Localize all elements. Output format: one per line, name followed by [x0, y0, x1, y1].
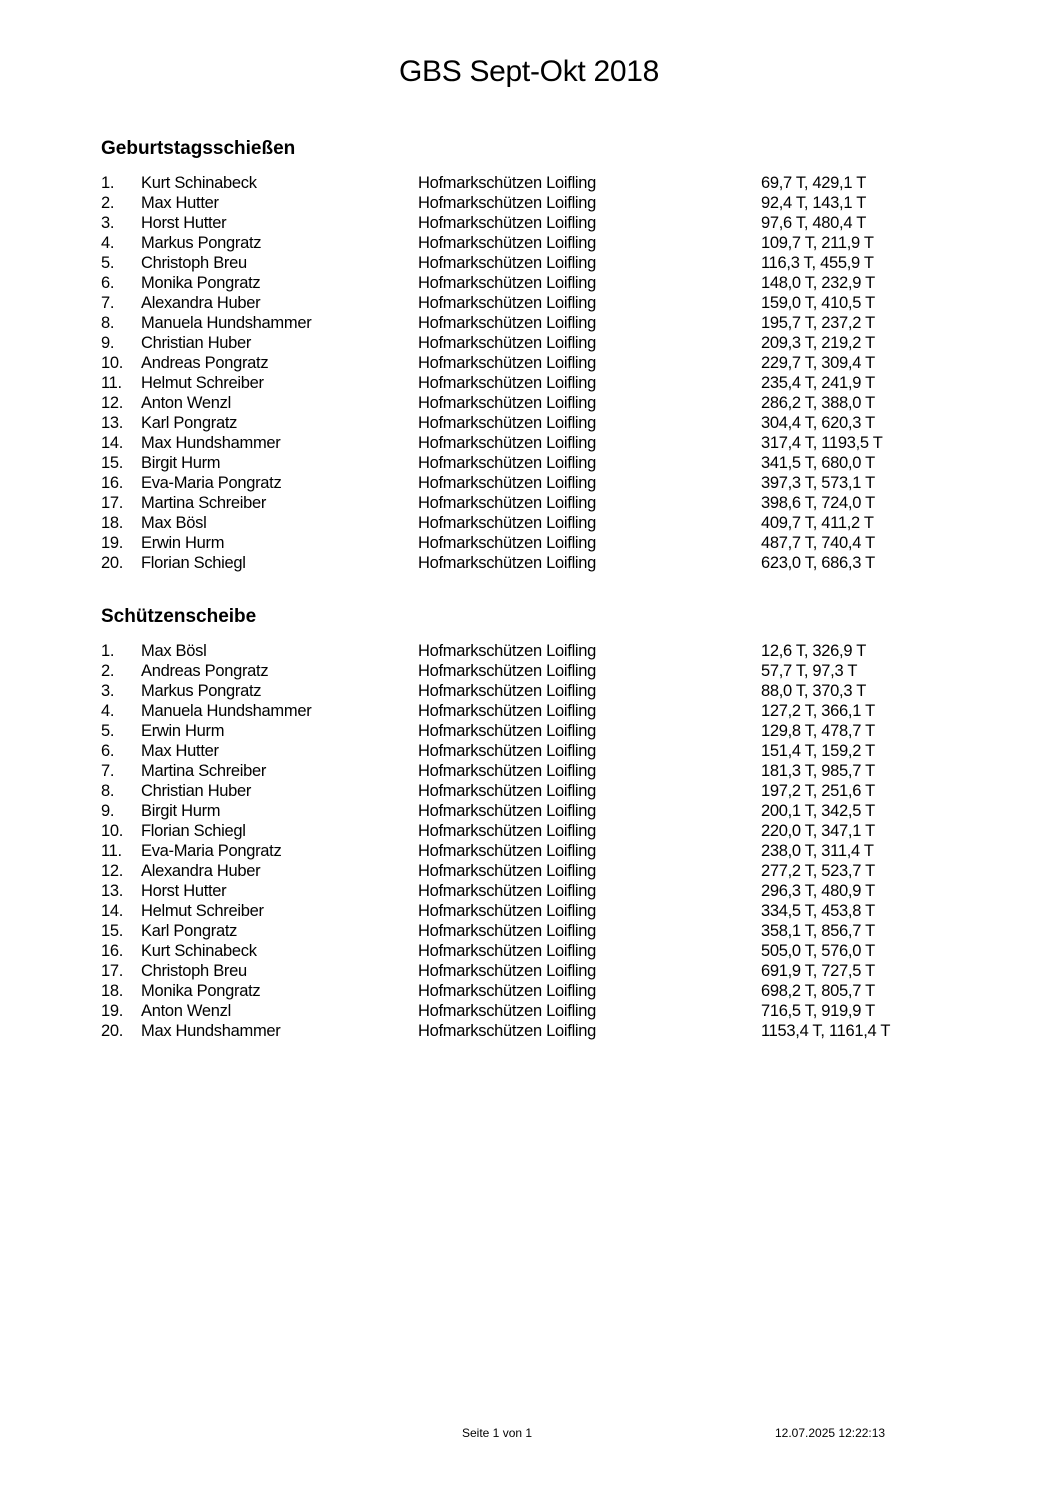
result-row	[101, 353, 961, 373]
result-value: 229,7 T, 309,4 T	[761, 354, 875, 372]
rank-number: 6.	[101, 742, 115, 760]
result-value: 341,5 T, 680,0 T	[761, 454, 875, 472]
result-row	[101, 841, 961, 861]
shooter-name: Birgit Hurm	[141, 454, 221, 472]
result-row	[101, 433, 961, 453]
club-name: Hofmarkschützen Loifling	[418, 454, 597, 472]
shooter-name: Christoph Breu	[141, 962, 247, 980]
rank-number: 7.	[101, 294, 115, 312]
shooter-name: Monika Pongratz	[141, 274, 261, 292]
result-value: 127,2 T, 366,1 T	[761, 702, 875, 720]
shooter-name: Birgit Hurm	[141, 802, 221, 820]
shooter-name: Max Hutter	[141, 742, 219, 760]
rank-number: 5.	[101, 722, 115, 740]
print-timestamp: 12.07.2025 12:22:13	[775, 1426, 886, 1440]
rank-number: 10.	[101, 354, 124, 372]
result-row	[101, 533, 961, 553]
rank-number: 13.	[101, 414, 124, 432]
result-value: 286,2 T, 388,0 T	[761, 394, 875, 412]
club-name: Hofmarkschützen Loifling	[418, 902, 597, 920]
shooter-name: Horst Hutter	[141, 214, 227, 232]
result-value: 148,0 T, 232,9 T	[761, 274, 875, 292]
club-name: Hofmarkschützen Loifling	[418, 334, 597, 352]
rank-number: 15.	[101, 922, 124, 940]
club-name: Hofmarkschützen Loifling	[418, 374, 597, 392]
result-value: 116,3 T, 455,9 T	[761, 254, 874, 272]
shooter-name: Monika Pongratz	[141, 982, 261, 1000]
result-value: 195,7 T, 237,2 T	[761, 314, 875, 332]
result-value: 88,0 T, 370,3 T	[761, 682, 866, 700]
club-name: Hofmarkschützen Loifling	[418, 434, 597, 452]
document-title: GBS Sept-Okt 2018	[398, 55, 660, 88]
result-value: 92,4 T, 143,1 T	[761, 194, 866, 212]
club-name: Hofmarkschützen Loifling	[418, 314, 597, 332]
result-row	[101, 881, 961, 901]
shooter-name: Alexandra Huber	[141, 862, 261, 880]
result-row	[101, 253, 961, 273]
shooter-name: Martina Schreiber	[141, 762, 267, 780]
rank-number: 16.	[101, 942, 124, 960]
section-heading-geburtstagsschiessen: Geburtstagsschießen	[101, 138, 296, 159]
shooter-name: Karl Pongratz	[141, 922, 238, 940]
shooter-name: Helmut Schreiber	[141, 374, 264, 392]
shooter-name: Kurt Schinabeck	[141, 174, 257, 192]
result-row	[101, 293, 961, 313]
club-name: Hofmarkschützen Loifling	[418, 842, 597, 860]
result-row	[101, 701, 961, 721]
rank-number: 3.	[101, 682, 115, 700]
result-row	[101, 493, 961, 513]
result-value: 209,3 T, 219,2 T	[761, 334, 875, 352]
result-row	[101, 641, 961, 661]
rank-number: 3.	[101, 214, 115, 232]
rank-number: 13.	[101, 882, 124, 900]
result-row	[101, 1001, 961, 1021]
club-name: Hofmarkschützen Loifling	[418, 942, 597, 960]
shooter-name: Markus Pongratz	[141, 682, 262, 700]
result-row	[101, 373, 961, 393]
shooter-name: Florian Schiegl	[141, 554, 246, 572]
result-row	[101, 781, 961, 801]
page-number: Seite 1 von 1	[462, 1426, 533, 1440]
shooter-name: Christian Huber	[141, 782, 252, 800]
club-name: Hofmarkschützen Loifling	[418, 822, 597, 840]
club-name: Hofmarkschützen Loifling	[418, 702, 597, 720]
result-value: 57,7 T, 97,3 T	[761, 662, 858, 680]
result-value: 398,6 T, 724,0 T	[761, 494, 875, 512]
rank-number: 11.	[101, 374, 122, 392]
result-row	[101, 193, 961, 213]
rank-number: 18.	[101, 982, 124, 1000]
shooter-name: Max Bösl	[141, 514, 207, 532]
rank-number: 19.	[101, 534, 124, 552]
result-value: 69,7 T, 429,1 T	[761, 174, 866, 192]
result-row	[101, 661, 961, 681]
club-name: Hofmarkschützen Loifling	[418, 682, 597, 700]
result-value: 12,6 T, 326,9 T	[761, 642, 866, 660]
result-value: 358,1 T, 856,7 T	[761, 922, 875, 940]
result-value: 397,3 T, 573,1 T	[761, 474, 875, 492]
result-value: 698,2 T, 805,7 T	[761, 982, 875, 1000]
result-row	[101, 233, 961, 253]
result-row	[101, 761, 961, 781]
club-name: Hofmarkschützen Loifling	[418, 394, 597, 412]
shooter-name: Max Hundshammer	[141, 1022, 281, 1040]
club-name: Hofmarkschützen Loifling	[418, 642, 597, 660]
club-name: Hofmarkschützen Loifling	[418, 882, 597, 900]
result-value: 129,8 T, 478,7 T	[761, 722, 875, 740]
rank-number: 11.	[101, 842, 122, 860]
result-value: 277,2 T, 523,7 T	[761, 862, 875, 880]
shooter-name: Max Bösl	[141, 642, 207, 660]
club-name: Hofmarkschützen Loifling	[418, 474, 597, 492]
result-value: 200,1 T, 342,5 T	[761, 802, 875, 820]
shooter-name: Florian Schiegl	[141, 822, 246, 840]
club-name: Hofmarkschützen Loifling	[418, 802, 597, 820]
shooter-name: Horst Hutter	[141, 882, 227, 900]
club-name: Hofmarkschützen Loifling	[418, 1002, 597, 1020]
results-list-geburtstagsschiessen	[101, 173, 961, 573]
result-row	[101, 981, 961, 1001]
shooter-name: Helmut Schreiber	[141, 902, 264, 920]
club-name: Hofmarkschützen Loifling	[418, 194, 597, 212]
result-row	[101, 393, 961, 413]
club-name: Hofmarkschützen Loifling	[418, 174, 597, 192]
result-row	[101, 741, 961, 761]
shooter-name: Manuela Hundshammer	[141, 314, 312, 332]
club-name: Hofmarkschützen Loifling	[418, 554, 597, 572]
result-row	[101, 513, 961, 533]
shooter-name: Christoph Breu	[141, 254, 247, 272]
shooter-name: Karl Pongratz	[141, 414, 238, 432]
club-name: Hofmarkschützen Loifling	[418, 214, 597, 232]
shooter-name: Manuela Hundshammer	[141, 702, 312, 720]
club-name: Hofmarkschützen Loifling	[418, 534, 597, 552]
section-heading-schuetzenscheibe: Schützenscheibe	[101, 606, 257, 627]
rank-number: 12.	[101, 394, 124, 412]
result-row	[101, 941, 961, 961]
result-value: 181,3 T, 985,7 T	[761, 762, 875, 780]
result-row	[101, 681, 961, 701]
result-value: 296,3 T, 480,9 T	[761, 882, 875, 900]
club-name: Hofmarkschützen Loifling	[418, 274, 597, 292]
rank-number: 17.	[101, 494, 124, 512]
shooter-name: Andreas Pongratz	[141, 354, 269, 372]
result-row	[101, 901, 961, 921]
rank-number: 18.	[101, 514, 124, 532]
rank-number: 4.	[101, 234, 115, 252]
shooter-name: Alexandra Huber	[141, 294, 261, 312]
result-value: 334,5 T, 453,8 T	[761, 902, 875, 920]
result-value: 691,9 T, 727,5 T	[761, 962, 875, 980]
club-name: Hofmarkschützen Loifling	[418, 662, 597, 680]
club-name: Hofmarkschützen Loifling	[418, 254, 597, 272]
result-row	[101, 961, 961, 981]
result-row	[101, 173, 961, 193]
rank-number: 16.	[101, 474, 124, 492]
result-value: 238,0 T, 311,4 T	[761, 842, 874, 860]
club-name: Hofmarkschützen Loifling	[418, 514, 597, 532]
result-row	[101, 313, 961, 333]
result-value: 1153,4 T, 1161,4 T	[761, 1022, 891, 1040]
club-name: Hofmarkschützen Loifling	[418, 722, 597, 740]
result-row	[101, 921, 961, 941]
shooter-name: Martina Schreiber	[141, 494, 267, 512]
club-name: Hofmarkschützen Loifling	[418, 922, 597, 940]
result-row	[101, 213, 961, 233]
rank-number: 8.	[101, 782, 115, 800]
result-row	[101, 473, 961, 493]
shooter-name: Kurt Schinabeck	[141, 942, 257, 960]
result-value: 487,7 T, 740,4 T	[761, 534, 875, 552]
result-value: 109,7 T, 211,9 T	[761, 234, 874, 252]
rank-number: 8.	[101, 314, 115, 332]
club-name: Hofmarkschützen Loifling	[418, 1022, 597, 1040]
rank-number: 1.	[101, 642, 115, 660]
shooter-name: Eva-Maria Pongratz	[141, 842, 282, 860]
club-name: Hofmarkschützen Loifling	[418, 294, 597, 312]
rank-number: 20.	[101, 554, 124, 572]
result-row	[101, 273, 961, 293]
result-value: 716,5 T, 919,9 T	[761, 1002, 875, 1020]
result-value: 409,7 T, 411,2 T	[761, 514, 874, 532]
result-row	[101, 553, 961, 573]
rank-number: 1.	[101, 174, 115, 192]
rank-number: 14.	[101, 434, 124, 452]
rank-number: 2.	[101, 662, 115, 680]
rank-number: 2.	[101, 194, 115, 212]
rank-number: 10.	[101, 822, 124, 840]
result-row	[101, 1021, 961, 1041]
rank-number: 5.	[101, 254, 115, 272]
result-row	[101, 861, 961, 881]
result-value: 505,0 T, 576,0 T	[761, 942, 875, 960]
club-name: Hofmarkschützen Loifling	[418, 782, 597, 800]
result-value: 220,0 T, 347,1 T	[761, 822, 875, 840]
rank-number: 9.	[101, 334, 115, 352]
club-name: Hofmarkschützen Loifling	[418, 494, 597, 512]
result-value: 97,6 T, 480,4 T	[761, 214, 866, 232]
result-row	[101, 333, 961, 353]
shooter-name: Eva-Maria Pongratz	[141, 474, 282, 492]
result-value: 317,4 T, 1193,5 T	[761, 434, 883, 452]
club-name: Hofmarkschützen Loifling	[418, 862, 597, 880]
rank-number: 15.	[101, 454, 124, 472]
club-name: Hofmarkschützen Loifling	[418, 354, 597, 372]
result-value: 197,2 T, 251,6 T	[761, 782, 875, 800]
result-row	[101, 453, 961, 473]
rank-number: 6.	[101, 274, 115, 292]
result-row	[101, 821, 961, 841]
result-value: 304,4 T, 620,3 T	[761, 414, 875, 432]
rank-number: 20.	[101, 1022, 124, 1040]
result-value: 151,4 T, 159,2 T	[761, 742, 875, 760]
rank-number: 14.	[101, 902, 124, 920]
club-name: Hofmarkschützen Loifling	[418, 962, 597, 980]
rank-number: 7.	[101, 762, 115, 780]
shooter-name: Andreas Pongratz	[141, 662, 269, 680]
shooter-name: Christian Huber	[141, 334, 252, 352]
result-value: 159,0 T, 410,5 T	[761, 294, 875, 312]
shooter-name: Anton Wenzl	[141, 394, 231, 412]
club-name: Hofmarkschützen Loifling	[418, 234, 597, 252]
result-row	[101, 413, 961, 433]
rank-number: 19.	[101, 1002, 124, 1020]
shooter-name: Erwin Hurm	[141, 722, 225, 740]
rank-number: 4.	[101, 702, 115, 720]
shooter-name: Max Hutter	[141, 194, 219, 212]
rank-number: 12.	[101, 862, 124, 880]
club-name: Hofmarkschützen Loifling	[418, 742, 597, 760]
result-row	[101, 801, 961, 821]
shooter-name: Erwin Hurm	[141, 534, 225, 552]
results-list-schuetzenscheibe	[101, 641, 961, 1041]
club-name: Hofmarkschützen Loifling	[418, 762, 597, 780]
shooter-name: Markus Pongratz	[141, 234, 262, 252]
club-name: Hofmarkschützen Loifling	[418, 414, 597, 432]
result-row	[101, 721, 961, 741]
club-name: Hofmarkschützen Loifling	[418, 982, 597, 1000]
rank-number: 9.	[101, 802, 115, 820]
result-value: 623,0 T, 686,3 T	[761, 554, 875, 572]
result-value: 235,4 T, 241,9 T	[761, 374, 875, 392]
rank-number: 17.	[101, 962, 124, 980]
shooter-name: Anton Wenzl	[141, 1002, 231, 1020]
shooter-name: Max Hundshammer	[141, 434, 281, 452]
